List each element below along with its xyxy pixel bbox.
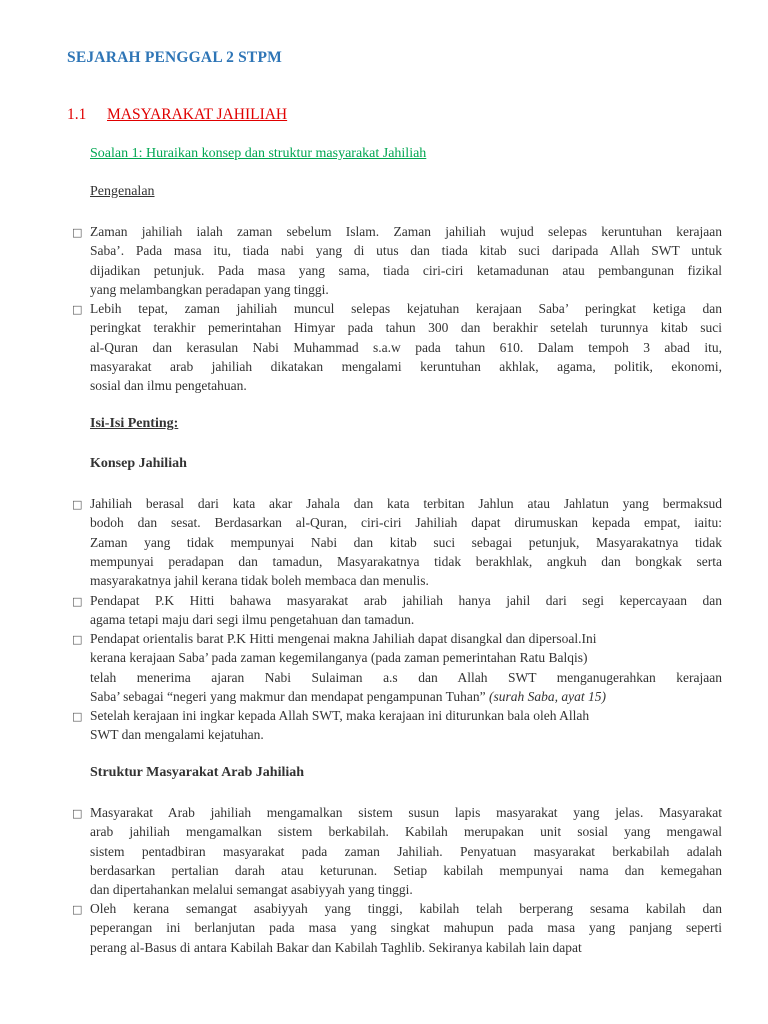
paragraph-line: Oleh kerana semangat asabiyyah yang tinggi, kabilah telah berperang sesama kabilah dan [90,901,722,916]
paragraph-line: Saba’. Pada masa itu, tiada nabi yang di utus dan tiada kitab suci daripada Allah SWT untuk [90,243,722,259]
paragraph-line: berdasarkan pertalian darah atau keturunan. Setiap kabilah mempunyai nama dan kemegahan [90,862,722,878]
paragraph-line: agama tetapi maju dari segi ilmu pengetahuan dan tamadun. [90,612,415,628]
paragraph-line: mempunyai peradapan dan tamadun, Masyarakatnya tidak berakhlak, angkuh dan bongkak serta [90,553,722,569]
bullet-icon: □ [72,710,83,723]
bullet-icon: □ [72,226,83,239]
paragraph-line: Jahiliah berasal dari kata akar Jahala dan kata terbitan Jahlun atau Jahlatun yang bermaksud [90,496,722,511]
intro-heading: Pengenalan [90,184,155,199]
question-heading: Soalan 1: Huraikan konsep dan struktur masyarakat Jahiliah [90,146,427,161]
paragraph-line: yang melambangkan peradapan yang tinggi. [90,281,329,297]
bullet-icon: □ [72,595,83,608]
paragraph-line: perang al-Basus di antara Kabilah Bakar dan Kabilah Taghlib. Sekiranya kabilah lain dapat [90,939,582,955]
paragraph-line: sistem pentadbiran masyarakat pada zaman Jahiliah. Penyatuan masyarakat berkabilah adalah [90,843,722,859]
paragraph-concept-3 [72,629,722,706]
paragraph-concept-2 [72,591,722,630]
paragraph-concept-4 [72,706,722,745]
paragraph-line: Saba’ sebagai “negeri yang makmur dan mendapat pengampunan Tuhan” [90,688,486,704]
section-title: MASYARAKAT JAHILIAH [107,106,288,123]
paragraph-line: Zaman jahiliah ialah zaman sebelum Islam. Zaman jahiliah wujud selepas keruntuhan kerajaan [90,224,722,239]
paragraph-line: Setelah kerajaan ini ingkar kepada Allah SWT, maka kerajaan ini diturunkan bala oleh Allah [90,708,590,723]
paragraph-line: kerana kerajaan Saba’ pada zaman kegemilanganya (pada zaman pemerintahan Ratu Balqis) [90,650,588,666]
paragraph-structure-2 [72,899,722,957]
paragraph-line: arab jahiliah mengamalkan sistem berkabilah. Kabilah merupakan unit sosial yang mengawal [90,824,722,840]
paragraph-line: peperangan ini berlanjutan pada masa yang singkat mahupun pada masa yang panjang seperti [90,920,722,936]
paragraph-intro-1 [72,222,722,299]
bullet-icon: □ [72,498,83,511]
bullet-icon: □ [72,903,83,916]
concept-heading: Konsep Jahiliah [90,456,187,471]
section-heading [67,106,287,124]
section-number: 1.1 [67,106,87,123]
paragraph-line: dijadikan petunjuk. Pada masa yang sama, tiada ciri-ciri ketamadunan atau pembangunan fizikal [90,262,722,278]
structure-heading: Struktur Masyarakat Arab Jahiliah [90,765,305,780]
paragraph-line: masyarakat arab jahiliah dikatakan mengalami keruntuhan akhlak, agama, politik, ekonomi, [90,358,722,374]
paragraph-line: bodoh dan sesat. Berdasarkan al-Quran, ciri-ciri Jahiliah dapat dirumuskan kepada empat, iaitu: [90,515,722,531]
paragraph-line: Pendapat P.K Hitti bahawa masyarakat arab jahiliah hanya jahil dari segi kepercayaan dan [90,593,722,608]
paragraph-line: telah menerima ajaran Nabi Sulaiman a.s dan Allah SWT menganugerahkan kerajaan [90,669,722,685]
paragraph-line: masyarakatnya jahil kerana tidak boleh membaca dan menulis. [90,573,429,589]
paragraph-line: Masyarakat Arab jahiliah mengamalkan sistem susun lapis masyarakat yang jelas. Masyarakat [90,805,722,820]
bullet-icon: □ [72,633,83,646]
paragraph-line: Pendapat orientalis barat P.K Hitti mengenai makna Jahiliah dapat disangkal dan dipersoal.Ini [90,631,597,646]
paragraph-line: peringkat terakhir pemerintahan Himyar pada tahun 300 dan berakhir setelah turunnya kitab suci [90,320,722,336]
bullet-icon: □ [72,807,83,820]
paragraph-line: al-Quran dan kerasulan Nabi Muhammad s.a.w pada tahun 610. Dalam tempoh 3 abad itu, [90,339,722,355]
paragraph-intro-2 [72,299,722,395]
document-title: SEJARAH PENGGAL 2 STPM [67,49,282,66]
paragraph-line: SWT dan mengalami kejatuhan. [90,727,264,743]
key-points-heading: Isi-Isi Penting: [90,416,179,431]
paragraph-concept-1 [72,494,722,590]
paragraph-line: Lebih tepat, zaman jahiliah muncul selepas kejatuhan kerajaan Saba’ peringkat ketiga dan [90,301,722,316]
paragraph-line: sosial dan ilmu pengetahuan. [90,378,247,394]
paragraph-line: dan dipertahankan melalui semangat asabiyyah yang tinggi. [90,882,413,898]
citation: (surah Saba, ayat 15) [489,688,607,704]
paragraph-line: Zaman yang tidak mempunyai Nabi dan kitab suci sebagai petunjuk, Masyarakatnya tidak [90,534,722,550]
bullet-icon: □ [72,303,83,316]
paragraph-structure-1 [72,803,722,899]
